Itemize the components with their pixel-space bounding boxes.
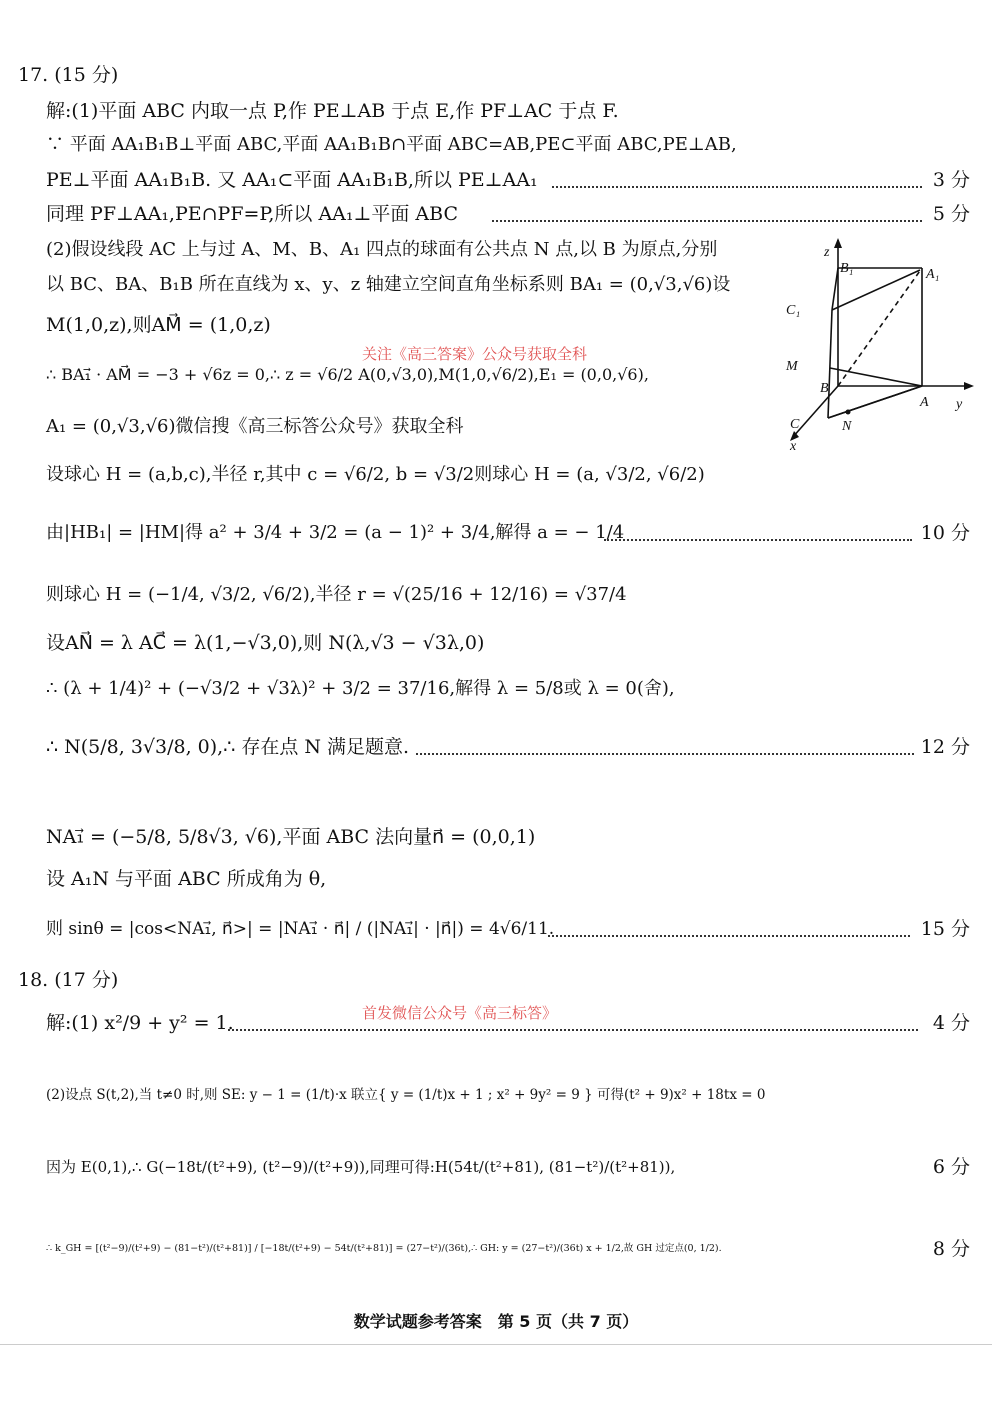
line-text: 设 A₁N 与平面 ABC 所成角为 θ, [46, 868, 327, 890]
line-text: 由|HB₁| = |HM|得 a² + 3/4 + 3/2 = (a − 1)² + 3/4,解得 a = − 1/4 [46, 522, 625, 543]
figure-label: N [842, 419, 852, 434]
line-1 [0, 57, 992, 93]
line-text: 17. (15 分) [18, 64, 119, 86]
line-15 [0, 671, 992, 707]
line-text: 以 BC、BA、B₁B 所在直线为 x、y、z 轴建立空间直角坐标系则 BA₁ = (0,√3,√6)设 [46, 274, 731, 295]
line-16 [0, 729, 992, 765]
line-text: 设AN⃗ = λ AC⃗ = λ(1,−√3,0),则 N(λ,√3 − √3λ,0) [46, 632, 485, 654]
line-12 [0, 515, 992, 551]
score: 15 分 [920, 918, 970, 940]
line-19 [0, 911, 992, 947]
line-18 [0, 861, 992, 897]
line-17 [0, 819, 992, 855]
line-text: 因为 E(0,1),∴ G(−18t/(t²+9), (t²−9)/(t²+9)),同理可得:H(54t/(t²+81), (81−t²)/(t²+81)), [46, 1158, 676, 1176]
line-text: 则球心 H = (−1/4, √3/2, √6/2),半径 r = √(25/16 + 12/16) = √37/4 [46, 584, 627, 605]
figure-label: A [920, 395, 929, 410]
figure-label: x [790, 439, 797, 452]
figure-label: A₁ [926, 267, 940, 282]
line-text: 同理 PF⊥AA₁,PE∩PF=P,所以 AA₁⊥平面 ABC [46, 203, 458, 225]
line-text: ∴ (λ + 1/4)² + (−√3/2 + √3λ)² + 3/2 = 37/16,解得 λ = 5/8或 λ = 0(舍), [46, 678, 675, 699]
line-23 [0, 1149, 992, 1185]
line-text: 解:(1) x²/9 + y² = 1. [46, 1012, 234, 1034]
score: 8 分 [932, 1238, 970, 1260]
line-text: (2)设点 S(t,2),当 t≠0 时,则 SE: y − 1 = (1/t)·x 联立{ y = (1/t)x + 1 ; x² + 9y² = 9 } 可得(t² + 9)x² + 18tx = 0 [46, 1087, 766, 1103]
line-text: NA₁⃗ = (−5/8, 5/8√3, √6),平面 ABC 法向量n⃗ = (0,0,1) [46, 826, 536, 848]
dot-leader [416, 753, 914, 755]
line-22 [0, 1077, 992, 1113]
line-24 [0, 1231, 992, 1267]
line-text: ∴ k_GH = [(t²−9)/(t²+9) − (81−t²)/(t²+81)] / [−18t/(t²+9) − 54t/(t²+81)] = (27−t²)/(36t),∴ GH: y = (27−t²)/(36t) x + 1/2,故 GH 过定点(0, 1/2). [46, 1243, 722, 1254]
line-5 [0, 196, 992, 232]
dot-leader [604, 539, 912, 541]
figure-label: C [790, 417, 800, 432]
line-text: 18. (17 分) [18, 969, 119, 991]
score: 6 分 [932, 1156, 970, 1178]
line-text: ∴ BA₁⃗ · AM⃗ = −3 + √6z = 0,∴ z = √6/2 A(0,√3,0),M(1,0,√6/2),E₁ = (0,0,√6), [46, 365, 649, 384]
figure-label: B [820, 381, 829, 396]
score: 3 分 [932, 169, 970, 191]
line-13 [0, 577, 992, 613]
watermark: 关注《高三答案》公众号获取全科 [362, 345, 588, 363]
line-11 [0, 457, 992, 493]
line-21 [0, 1005, 992, 1041]
dot-leader [552, 186, 922, 188]
line-2 [0, 93, 992, 129]
line-text: M(1,0,z),则AM⃗ = (1,0,z) [46, 314, 271, 336]
figure-label: B₁ [840, 261, 854, 276]
line-4 [0, 162, 992, 198]
line-3 [0, 127, 992, 163]
line-text: PE⊥平面 AA₁B₁B. 又 AA₁⊂平面 AA₁B₁B,所以 PE⊥AA₁ [46, 169, 538, 191]
dot-leader [548, 935, 910, 937]
score: 12 分 [920, 736, 970, 758]
score: 4 分 [932, 1012, 970, 1034]
watermark: 首发微信公众号《高三标答》 [362, 1004, 558, 1022]
line-text: 则 sinθ = |cos<NA₁⃗, n⃗>| = |NA₁⃗ · n⃗| / (|NA₁⃗| · |n⃗|) = 4√6/11. [46, 919, 555, 939]
line-text: A₁ = (0,√3,√6)微信搜《高三标答公众号》获取全科 [46, 416, 464, 437]
coordinate-figure [770, 238, 976, 452]
score: 5 分 [932, 203, 970, 225]
line-20 [0, 962, 992, 998]
line-text: (2)假设线段 AC 上与过 A、M、B、A₁ 四点的球面有公共点 N 点,以 B 为原点,分别 [46, 239, 718, 260]
figure-label: z [824, 245, 830, 260]
line-text: 解:(1)平面 ABC 内取一点 P,作 PE⊥AB 于点 E,作 PF⊥AC 于点 F. [46, 100, 619, 122]
dot-leader [492, 220, 922, 222]
line-14 [0, 625, 992, 661]
footer-separator [0, 1344, 992, 1345]
line-text: ∵ 平面 AA₁B₁B⊥平面 ABC,平面 AA₁B₁B∩平面 ABC=AB,PE⊂平面 ABC,PE⊥AB, [46, 134, 737, 155]
line-text: 设球心 H = (a,b,c),半径 r,其中 c = √6/2, b = √3/2则球心 H = (a, √3/2, √6/2) [46, 464, 705, 485]
score: 10 分 [920, 522, 970, 544]
figure-label: y [956, 397, 963, 412]
figure-label: C₁ [786, 303, 801, 318]
figure-label: M [786, 359, 798, 374]
dot-leader [228, 1029, 918, 1031]
page-footer: 数学试题参考答案 第 5 页（共 7 页） [353, 1312, 639, 1331]
line-text: ∴ N(5/8, 3√3/8, 0),∴ 存在点 N 满足题意. [46, 736, 410, 758]
